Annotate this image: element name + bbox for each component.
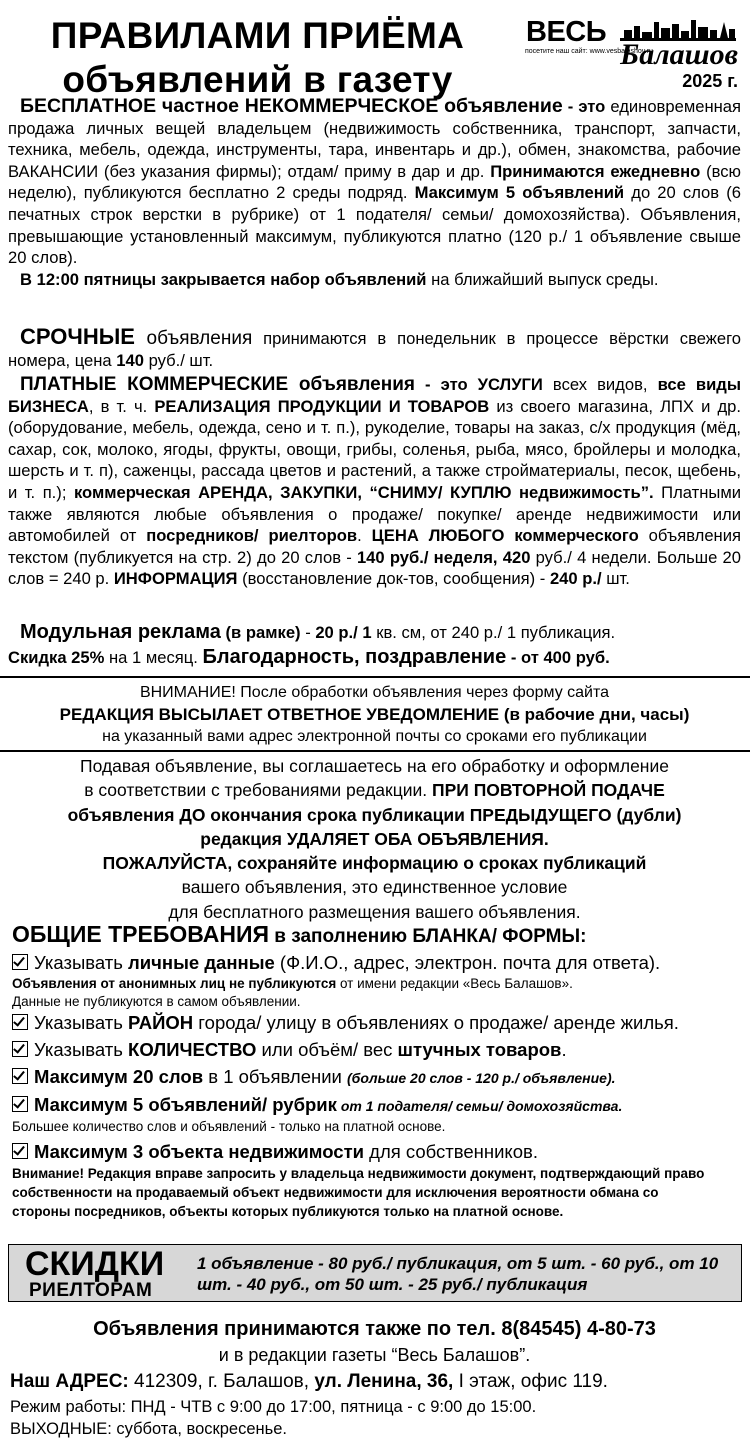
requirements-heading: ОБЩИЕ ТРЕБОВАНИЯ (12, 921, 270, 947)
checkbox-icon (12, 954, 28, 970)
notice-section: ВНИМАНИЕ! После обработки объявления через форму сайта РЕДАКЦИЯ ВЫСЫЛАЕТ ОТВЕТНОЕ УВЕДОМЛЕНИЕ (в рабочие дни, часы) на указанный вами адрес электронной почты со сроками его публикации (59, 684, 690, 745)
requirement-item: Максимум 5 объявлений/ рубрик от 1 подателя/ семьи/ домохозяйства. (12, 1093, 742, 1118)
divider (0, 676, 750, 678)
paid-ads-section: ПЛАТНЫЕ КОММЕРЧЕСКИЕ объявления - это УСЛУГИ всех видов, все виды БИЗНЕСА, в т. ч. РЕАЛИЗАЦИЯ ПРОДУКЦИИ И ТОВАРОВ из своего магазина, ЛПХ и др. (оборудование, мебель, одежда, сено и т. п.), рукоделие, товары на заказ, с/х продукция (мёд, сахар, сок, молоко, ягоды, фрукты, овощи, грибы, соленья, рыба, мясо, бройлеры и молодка, шерсть и т. п), саженцы, рассада цветов и растений, а также стройматериалы, песок, щебень, и т. п.); коммерческая АРЕНДА, ЗАКУПКИ, “СНИМУ/ КУПЛЮ недвижимость”. Платными также являются любые объявления о продаже/ покупке/ аренде недвижимости или автомобилей от посредников/ риелторов. ЦЕНА ЛЮБОГО коммерческого объявления текстом (публикуется на стр. 2) до 20 слов - 140 руб./ неделя, 420 руб./ 4 недели. Больше 20 слов = 240 р. ИНФОРМАЦИЯ (восстановление док-тов, сообщения) - 240 р./ шт. (8, 374, 741, 589)
requirement-item: Указывать личные данные (Ф.И.О., адрес, электрон. почта для ответа). (12, 951, 742, 975)
checkbox-icon (12, 1041, 28, 1057)
checkbox-icon (12, 1068, 28, 1084)
page-title: ПРАВИЛАМИ ПРИЁМА объявлений в газету (50, 15, 465, 100)
consent-section: Подавая объявление, вы соглашаетесь на его обработку и оформление в соответствии с требованиями редакции. ПРИ ПОВТОРНОЙ ПОДАЧЕ объявления ДО окончания срока публикации ПРЕДЫДУЩЕГО (дубли) редакция УДАЛЯЕТ ОБА ОБЪЯВЛЕНИЯ. ПОЖАЛУЙСТА, сохраняйте информацию о сроках публикаций вашего объявления, это единственное условие для бесплатного размещения вашего объявления. (67, 756, 682, 922)
divider (0, 750, 750, 752)
logo-site: посетите наш сайт: www.vesbalashov.ru (525, 48, 653, 55)
work-hours: Режим работы: ПНД - ЧТВ с 9:00 до 17:00, пятница - с 9:00 до 15:00. ВЫХОДНЫЕ: суббота, воскресенье. (10, 1398, 537, 1438)
logo-top: ВЕСЬ (526, 16, 607, 48)
requirement-item: Максимум 20 слов в 1 объявлении (больше 20 слов - 120 р./ объявление). (12, 1065, 742, 1090)
realtor-discount-box: СКИДКИ РИЕЛТОРАМ 1 объявление - 80 руб./ публикация, от 5 шт. - 60 руб., от 10 шт. - 40 руб., от 50 шт. - 25 руб./ публикация (8, 1244, 742, 1302)
newspaper-logo (520, 16, 742, 96)
checkbox-icon (12, 1143, 28, 1159)
logo-bottom: Балашов (620, 38, 738, 71)
requirement-item: Максимум 3 объекта недвижимости для собственников. (12, 1140, 742, 1164)
contacts-section: Объявления принимаются также по тел. 8(84545) 4-80-73 и в редакции газеты “Весь Балашов”. (93, 1318, 656, 1365)
requirement-item: Указывать КОЛИЧЕСТВО или объём/ вес штучных товаров. (12, 1038, 742, 1062)
address-line: Наш АДРЕС: 412309, г. Балашов, ул. Ленина, 36, I этаж, офис 119. (10, 1371, 608, 1392)
requirements-section: ОБЩИЕ ТРЕБОВАНИЯ в заполнению БЛАНКА/ ФОРМЫ: Указывать личные данные (Ф.И.О., адрес, электрон. почта для ответа). Объявления от анонимных лиц не публикуются от имени редакции «Весь Балашов». Данные не публикуются в самом объявлении. Указывать РАЙОН города/ улицу в объявлениях о продаже/ аренде жилья. Указывать КОЛИЧЕСТВО или объём/ вес штучных товаров. Максимум 20 слов в 1 объявлении (больше 20 слов - 120 р./ объявление). Максимум 5 объявлений/ рубрик от 1 подателя/ семьи/ домохозяйства. Большее количество слов и объявлений - только на платной основе. Максимум 3 объекта недвижимости для собственников. Внимание! Редакция вправе запросить у владельца недвижимости документ, подтверждающий право собственности на продаваемый объект недвижимости для исключения вероятности обмана со стороны посредников, объекты которых публикуются только на платной основе. (12, 920, 742, 1221)
urgent-ads-section: СРОЧНЫЕ объявления принимаются в понедельник в процессе вёрстки свежего номера, цена 140 руб./ шт. (8, 324, 741, 370)
requirement-item: Указывать РАЙОН города/ улицу в объявлениях о продаже/ аренде жилья. (12, 1011, 742, 1035)
logo-year: 2025 г. (682, 71, 738, 91)
modular-ads-section: Модульная реклама (в рамке) - 20 р./ 1 кв. см, от 240 р./ 1 публикация. Скидка 25% на 1 месяц. Благодарность, поздравление - от 400 руб. (8, 621, 616, 668)
checkbox-icon (12, 1014, 28, 1030)
free-ads-section: БЕСПЛАТНОЕ частное НЕКОММЕРЧЕСКОЕ объявление - это единовременная продажа личных вещей владельцем (недвижимость собственника, транспорт, запчасти, техника, мебель, одежда, инструменты, тара, инвентарь и др.), обмен, знакомства, рабочие ВАКАНСИИ (без указания фирмы); отдам/ приму в дар и др. Принимаются ежедневно (всю неделю), публикуются бесплатно 2 среды подряд. Максимум 5 объявлений до 20 слов (6 печатных строк верстки в рубрике) от 1 подателя/ семьи/ домохозяйства). Объявления, превышающие установленный максимум, публикуются платно (120 р./ 1 объявление свыше 20 слов). В 12:00 пятницы закрывается набор объявлений на ближайший выпуск среды. (8, 95, 741, 289)
checkbox-icon (12, 1096, 28, 1112)
